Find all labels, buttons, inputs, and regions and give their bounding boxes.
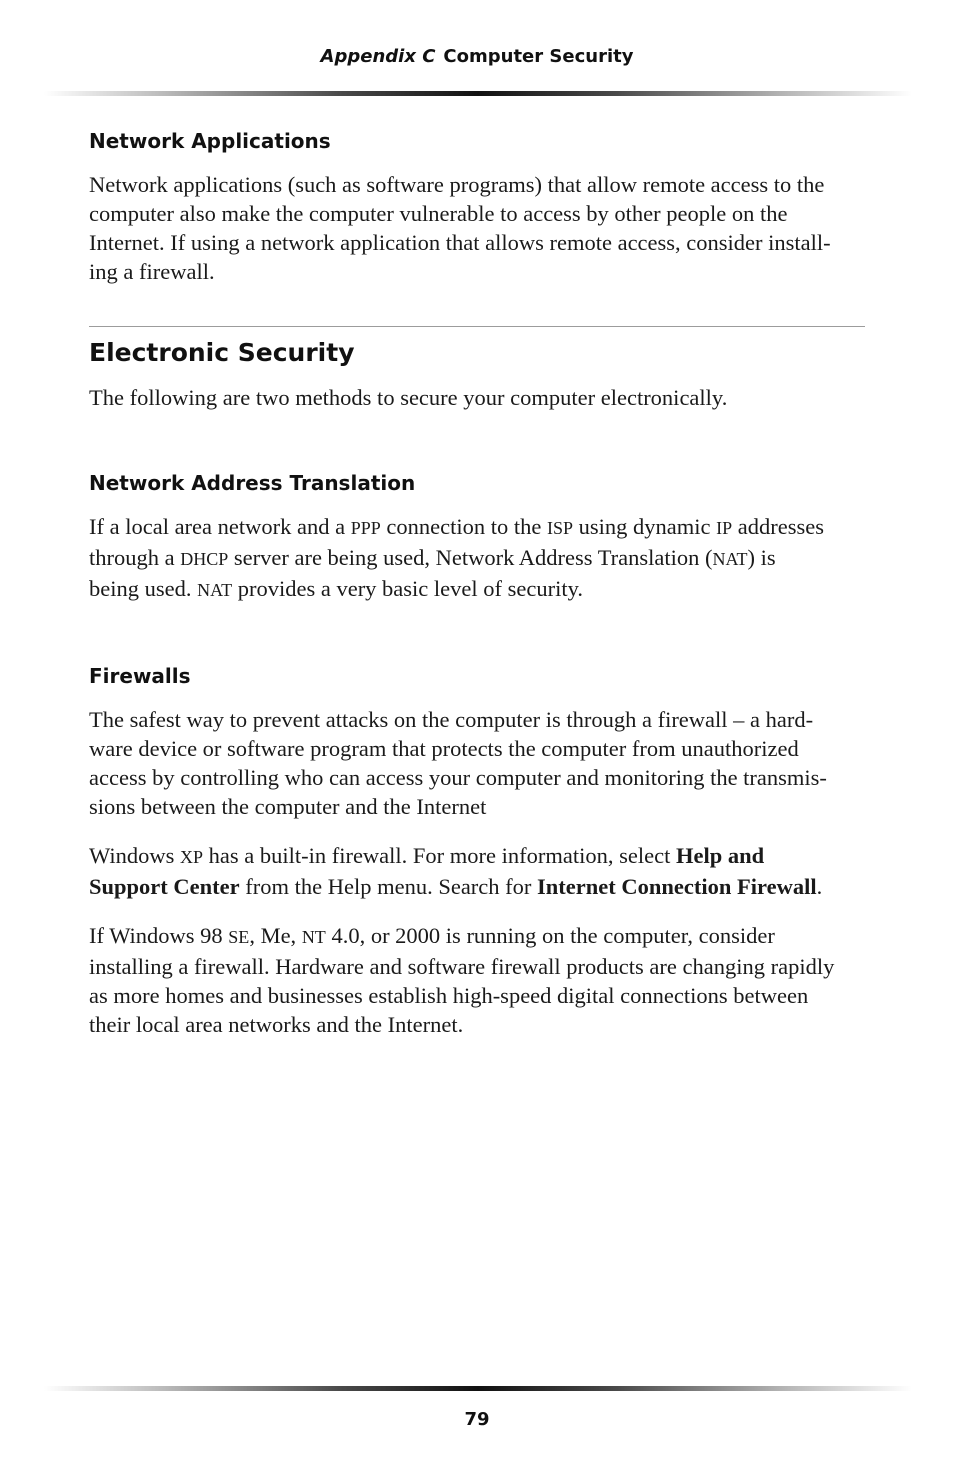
text-run: ) is — [747, 545, 776, 570]
text-line: their local area networks and the Internet. — [89, 1012, 464, 1037]
text-run: from the Help menu. Search for — [239, 874, 538, 899]
acronym-nat: NAT — [197, 580, 233, 600]
firewalls-paragraph-2 — [89, 841, 865, 901]
section-divider — [89, 326, 865, 327]
text-run: . — [816, 874, 823, 899]
header-rule — [44, 91, 912, 96]
text-run: If a local area network and a — [89, 514, 351, 539]
text-run: being used. — [89, 576, 198, 601]
header-chapter-title: Computer Security — [443, 46, 634, 67]
menu-reference: Support Center — [89, 874, 240, 899]
text-line: The safest way to prevent attacks on the computer is through a firewall – a hard- — [89, 707, 814, 732]
text-run: server are being used, Network Address Translation ( — [228, 545, 713, 570]
page-content — [89, 128, 865, 1039]
acronym-ip: IP — [716, 518, 733, 538]
text-run: connection to the — [380, 514, 547, 539]
text-line: ing a firewall. — [89, 259, 215, 284]
acronym-dhcp: DHCP — [180, 549, 229, 569]
electronic-security-title: Electronic Security — [89, 338, 355, 367]
nat-paragraph — [89, 512, 865, 605]
firewalls-heading: Firewalls — [89, 664, 191, 688]
text-line: Network applications (such as software programs) that allow remote access to the — [89, 172, 825, 197]
text-run: provides a very basic level of security. — [232, 576, 584, 601]
text-line: computer also make the computer vulnerable to access by other people on the — [89, 201, 788, 226]
text-line: as more homes and businesses establish high-speed digital connections between — [89, 983, 809, 1008]
text-line: access by controlling who can access your computer and monitoring the transmis- — [89, 765, 827, 790]
footer-rule — [44, 1386, 912, 1391]
page-number: 79 — [464, 1409, 490, 1430]
text-run: through a — [89, 545, 181, 570]
text-run: If Windows 98 — [89, 923, 229, 948]
acronym-ppp: PPP — [350, 518, 381, 538]
header-appendix-label: Appendix C — [320, 46, 436, 67]
text-run: addresses — [732, 514, 824, 539]
acronym-se: SE — [228, 927, 250, 947]
text-line: installing a firewall. Hardware and software firewall products are changing rapidly — [89, 954, 835, 979]
acronym-xp: XP — [179, 847, 203, 867]
firewalls-paragraph-1 — [89, 705, 865, 821]
text-line: sions between the computer and the Internet — [89, 794, 487, 819]
text-run: using dynamic — [573, 514, 717, 539]
text-run: Windows — [89, 843, 180, 868]
text-run: , Me, — [249, 923, 302, 948]
firewalls-paragraph-3 — [89, 921, 865, 1039]
acronym-nt: NT — [301, 927, 326, 947]
electronic-security-intro: The following are two methods to secure your computer electronically. — [89, 385, 728, 410]
text-run: has a built-in firewall. For more information, select — [202, 843, 676, 868]
search-term: Internet Connection Firewall — [537, 874, 817, 899]
running-header — [0, 46, 954, 67]
text-run: 4.0, or 2000 is running on the computer, consider — [325, 923, 775, 948]
text-line: Internet. If using a network application that allows remote access, consider install- — [89, 230, 831, 255]
network-applications-heading: Network Applications — [89, 129, 331, 153]
network-applications-paragraph — [89, 170, 865, 286]
nat-heading: Network Address Translation — [89, 471, 416, 495]
acronym-nat: NAT — [712, 549, 748, 569]
menu-reference: Help and — [675, 843, 765, 868]
text-line: ware device or software program that protects the computer from unauthorized — [89, 736, 799, 761]
acronym-isp: ISP — [546, 518, 573, 538]
